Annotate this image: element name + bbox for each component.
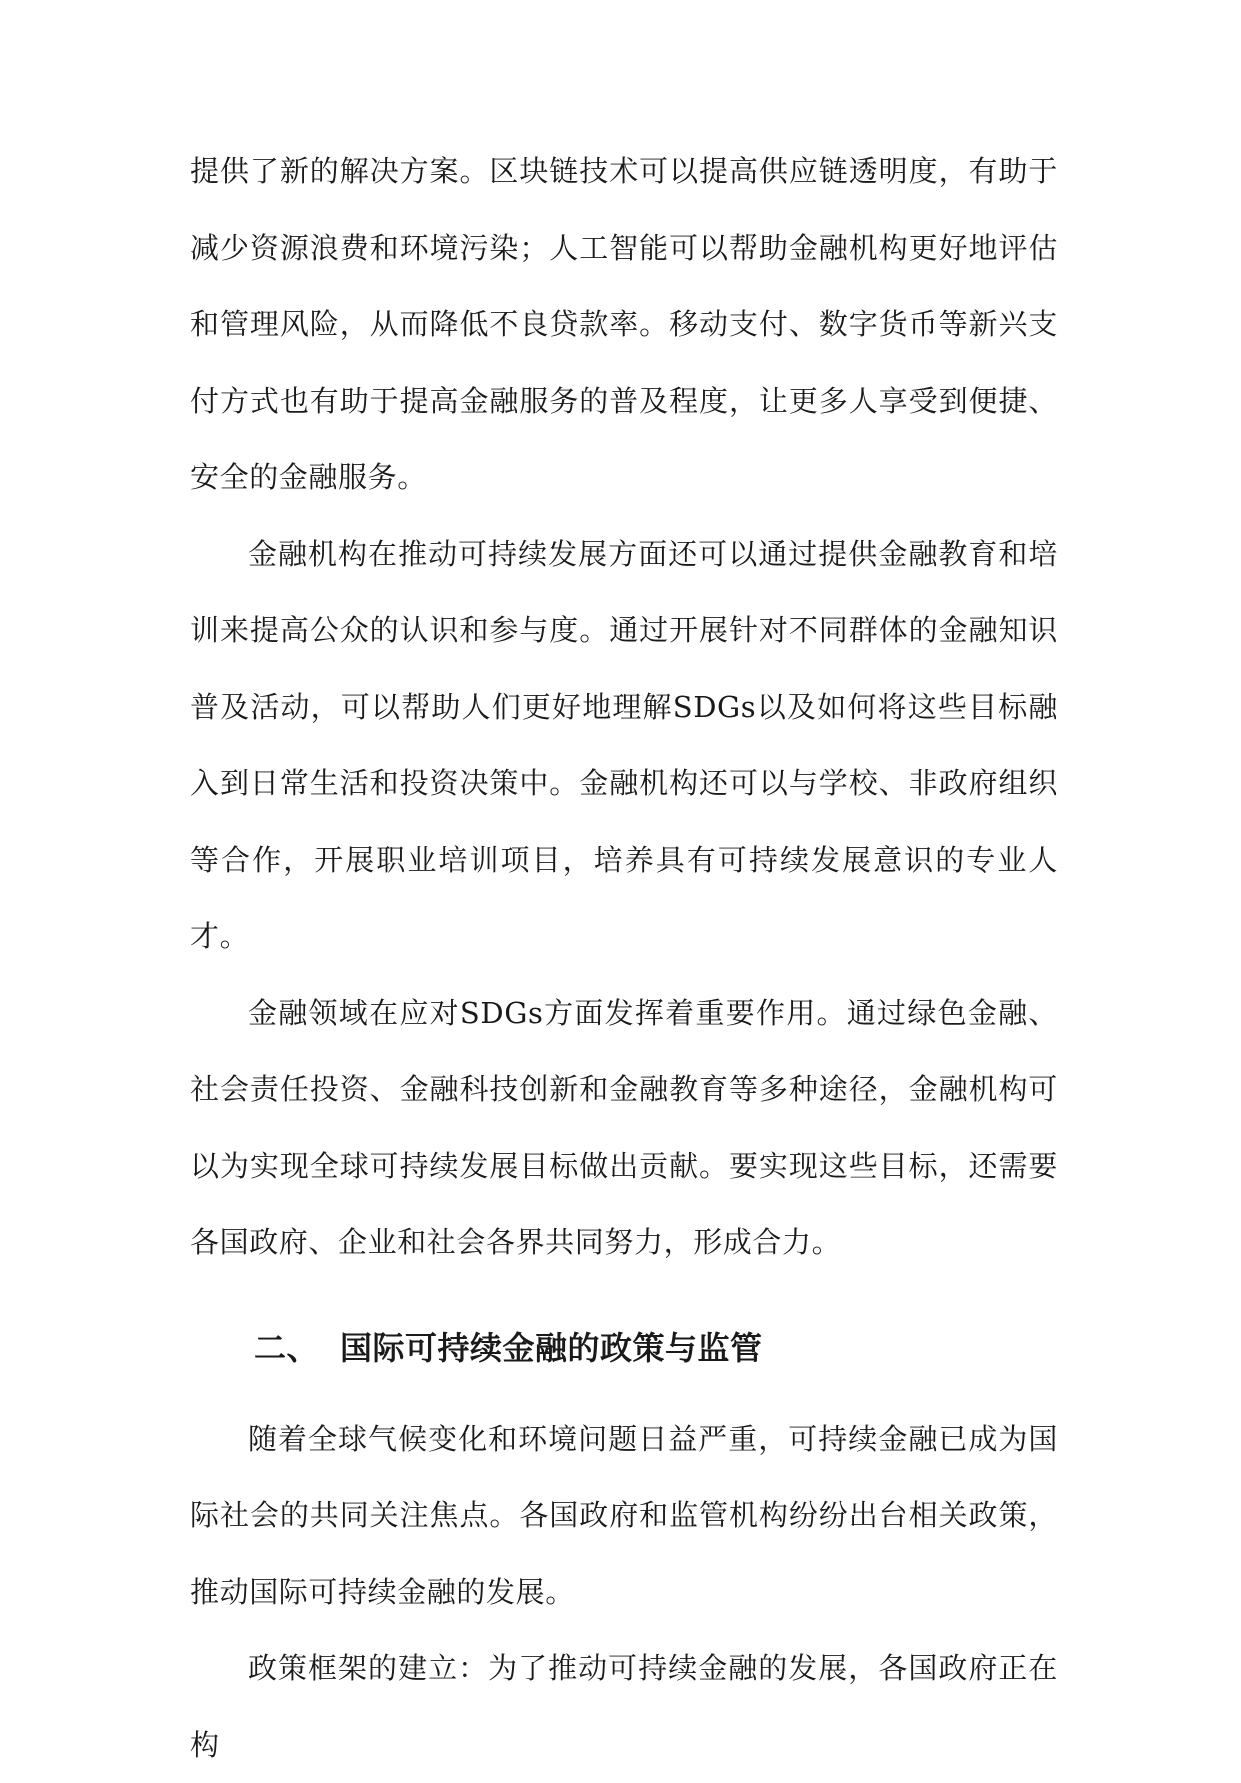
section-number: 二、 (254, 1328, 320, 1367)
section-title: 国际可持续金融的政策与监管 (340, 1328, 763, 1367)
document-body (190, 133, 1058, 1783)
section-heading (190, 1281, 1058, 1401)
paragraph-financial-education: 金融机构在推动可持续发展方面还可以通过提供金融教育和培训来提高公众的认识和参与度。通过开展针对不同群体的金融知识普及活动，可以帮助人们更好地理解SDGs以及如何将这些目标融入到日常生活和投资决策中。金融机构还可以与学校、非政府组织等合作，开展职业培训项目，培养具有可持续发展意识的专业人才。 (190, 536, 1058, 953)
paragraph-fintech-solutions: 提供了新的解决方案。区块链技术可以提高供应链透明度，有助于减少资源浪费和环境污染；人工智能可以帮助金融机构更好地评估和管理风险，从而降低不良贷款率。移动支付、数字货币等新兴支付方式也有助于提高金融服务的普及程度，让更多人享受到便捷、安全的金融服务。 (190, 154, 1058, 494)
paragraph-sdgs-role: 金融领域在应对SDGs方面发挥着重要作用。通过绿色金融、社会责任投资、金融科技创新和金融教育等多种途径，金融机构可以为实现全球可持续发展目标做出贡献。要实现这些目标，还需要各国政府、企业和社会各界共同努力，形成合力。 (190, 995, 1058, 1259)
paragraph-climate-focus: 随着全球气候变化和环境问题日益严重，可持续金融已成为国际社会的共同关注焦点。各国政府和监管机构纷纷出台相关政策，推动国际可持续金融的发展。 (190, 1421, 1058, 1609)
paragraph-policy-framework: 政策框架的建立：为了推动可持续金融的发展，各国政府正在构 (190, 1651, 1058, 1762)
